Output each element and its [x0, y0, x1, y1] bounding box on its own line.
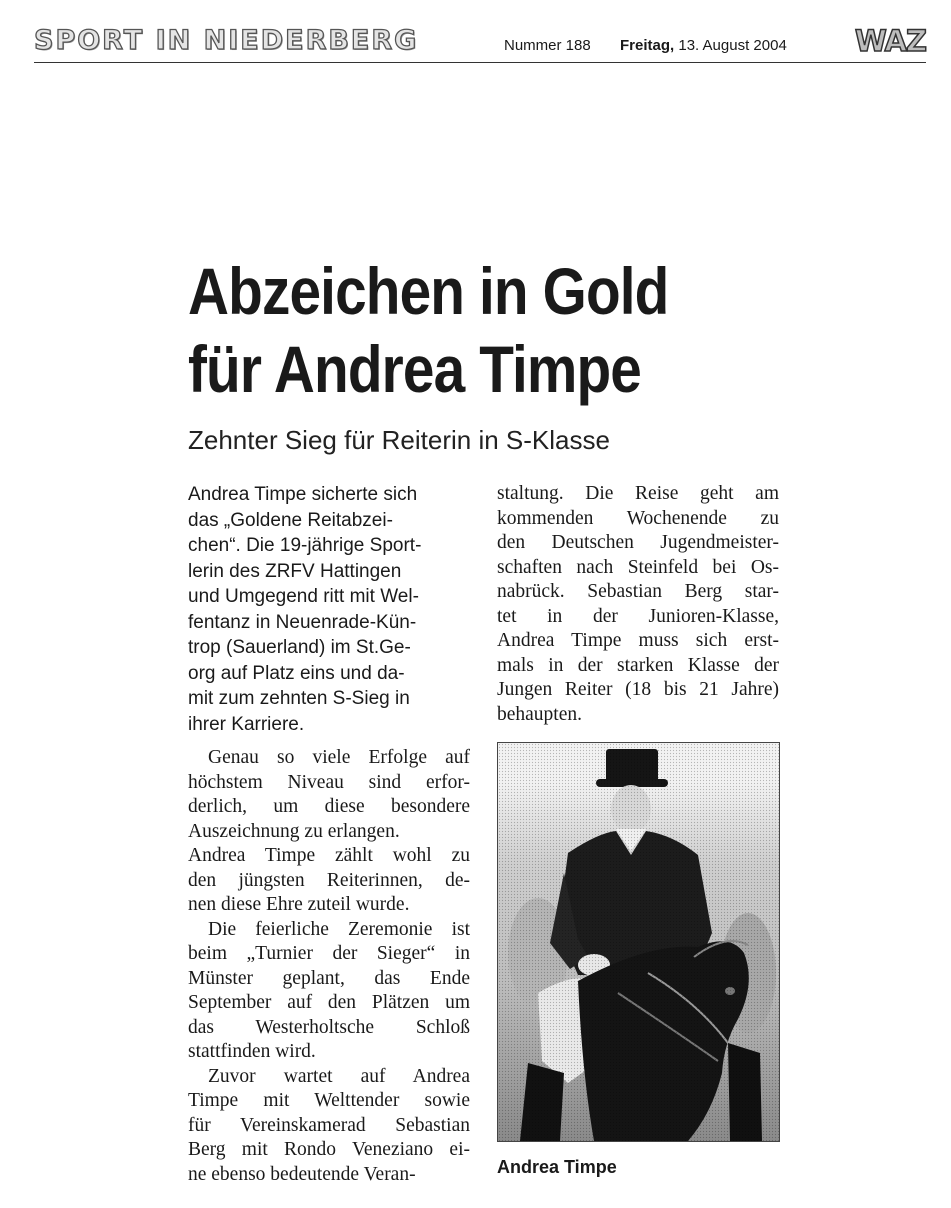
body-line: nen diese Ehre zuteil wurde. — [188, 894, 410, 915]
body-line: kommenden Wochenende zu — [497, 507, 779, 529]
body-line: Andrea Timpe muss sich erst- — [497, 630, 779, 651]
body-line: den jüngsten Reiterinnen, de- — [188, 869, 470, 891]
newspaper-logo: WAZ — [854, 24, 926, 58]
article-body-right-column — [497, 482, 779, 727]
masthead-divider — [34, 62, 926, 63]
body-line: tet in der Junioren-Klasse, — [497, 605, 779, 627]
body-line: behaupten. — [497, 703, 583, 725]
body-line: Auszeichnung zu erlangen. — [188, 820, 400, 842]
rider-photo-illustration — [498, 743, 779, 1141]
lead-line: lerin des ZRFV Hattingen — [188, 560, 402, 582]
body-line: ne ebenso bedeutende Veran- — [188, 1163, 416, 1185]
body-line: Zuvor wartet auf Andrea — [208, 1065, 470, 1087]
body-line: für Vereinskamerad Sebastian — [188, 1114, 470, 1136]
rider-photo — [497, 742, 780, 1142]
headline-line-2: für Andrea Timpe — [188, 332, 642, 406]
body-line: den Deutschen Jugendmeister- — [497, 532, 779, 553]
article-lead — [188, 482, 474, 737]
body-line: höchstem Niveau sind erfor- — [188, 771, 470, 793]
body-line: stattfinden wird. — [188, 1041, 316, 1062]
body-line: das Westerholtsche Schloß — [188, 1016, 470, 1038]
article-subheadline: Zehnter Sieg für Reiterin in S-Klasse — [188, 425, 610, 455]
body-line: Timpe mit Welttender sowie — [188, 1090, 470, 1111]
lead-line: Andrea Timpe sicherte sich — [188, 484, 418, 505]
body-line: derlich, um diese besondere — [188, 796, 470, 817]
body-line: schaften nach Steinfeld bei Os- — [497, 556, 779, 578]
body-line: Genau so viele Erfolge auf — [208, 747, 470, 768]
lead-line: trop (Sauerland) im St.Ge- — [188, 637, 411, 658]
lead-line: mit zum zehnten S-Sieg in — [188, 688, 410, 709]
section-title: SPORT IN NIEDERBERG — [34, 25, 419, 56]
body-line: staltung. Die Reise geht am — [497, 483, 779, 504]
body-line: nabrück. Sebastian Berg star- — [497, 581, 779, 602]
lead-line: und Umgegend ritt mit Wel- — [188, 586, 419, 607]
lead-line: ihrer Karriere. — [188, 713, 305, 735]
lead-line: org auf Platz eins und da- — [188, 662, 405, 684]
publication-date — [620, 37, 787, 55]
body-line: Andrea Timpe zählt wohl zu — [188, 845, 470, 866]
body-line: Die feierliche Zeremonie ist — [208, 918, 470, 940]
lead-line: fentanz in Neuenrade-Kün- — [188, 611, 417, 633]
article-headline — [188, 252, 738, 408]
masthead — [34, 26, 926, 60]
headline-line-1: Abzeichen in Gold — [188, 254, 669, 328]
photo-caption: Andrea Timpe — [497, 1157, 617, 1177]
lead-line: das „Goldene Reitabzei- — [188, 509, 393, 531]
article-body-left-column — [188, 746, 470, 1187]
date-value: 13. August 2004 — [678, 37, 787, 54]
weekday: Freitag, — [620, 37, 675, 54]
lead-line: chen“. Die 19-jährige Sport- — [188, 535, 422, 556]
body-line: beim „Turnier der Sieger“ in — [188, 943, 470, 964]
body-line: mals in der starken Klasse der — [497, 654, 779, 676]
body-line: Berg mit Rondo Veneziano ei- — [188, 1139, 470, 1160]
body-line: Jungen Reiter (18 bis 21 Jahre) — [497, 679, 779, 700]
body-line: September auf den Plätzen um — [188, 992, 470, 1013]
issue-number: Nummer 188 — [504, 37, 591, 54]
body-line: Münster geplant, das Ende — [188, 967, 470, 989]
